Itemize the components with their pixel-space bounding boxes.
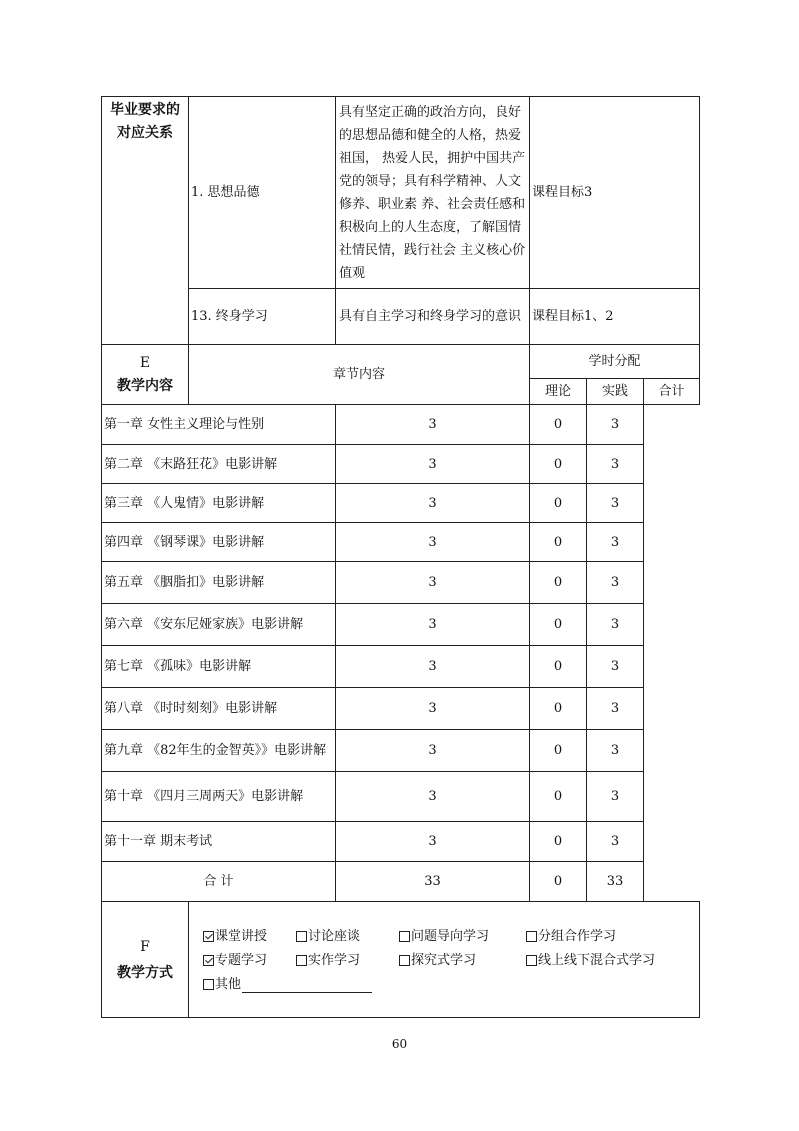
chapter-practice-hours: 0 <box>530 688 587 730</box>
chapter-practice-hours: 0 <box>530 484 587 523</box>
method-label: 讨论座谈 <box>308 928 361 944</box>
chapter-row <box>102 730 700 772</box>
hours-column-header: 学时分配 <box>530 345 700 379</box>
chapter-title: 第九章 《82年生的金智英》》电影讲解 <box>102 730 336 772</box>
chapter-title: 第五章 《胭脂扣》电影讲解 <box>102 562 336 604</box>
section-e-title: 教学内容 <box>117 377 173 394</box>
methods-row <box>102 902 700 1018</box>
method-option[interactable] <box>296 949 399 973</box>
chapter-row <box>102 688 700 730</box>
theory-column-header: 理论 <box>530 379 587 405</box>
method-option[interactable] <box>203 949 296 973</box>
course-syllabus-table <box>101 96 699 1018</box>
method-label: 问题导向学习 <box>411 928 490 944</box>
chapter-row <box>102 646 700 688</box>
course-target: 课程目标3 <box>530 97 700 289</box>
chapter-practice-hours: 0 <box>530 562 587 604</box>
chapter-theory-hours: 3 <box>336 484 530 523</box>
section-f-heading <box>102 902 189 1018</box>
method-option[interactable] <box>399 949 526 973</box>
checkbox-checked[interactable] <box>203 931 214 942</box>
course-target: 课程目标1、2 <box>530 289 700 345</box>
chapter-total-hours: 3 <box>587 822 644 862</box>
chapter-theory-hours: 3 <box>336 730 530 772</box>
method-label: 线上线下混合式学习 <box>538 952 656 968</box>
sum-theory: 33 <box>336 862 530 902</box>
chapter-practice-hours: 0 <box>530 730 587 772</box>
section-f-title: 教学方式 <box>117 964 173 981</box>
section-d-heading <box>102 97 189 345</box>
chapter-total-hours: 3 <box>587 562 644 604</box>
chapter-row <box>102 484 700 523</box>
chapter-total-hours: 3 <box>587 688 644 730</box>
chapter-practice-hours: 0 <box>530 523 587 562</box>
chapter-theory-hours: 3 <box>336 523 530 562</box>
chapter-total-hours: 3 <box>587 523 644 562</box>
chapter-row <box>102 772 700 822</box>
chapter-practice-hours: 0 <box>530 822 587 862</box>
chapter-row <box>102 822 700 862</box>
method-option[interactable] <box>203 925 296 949</box>
chapter-total-hours: 3 <box>587 772 644 822</box>
requirement-name: 13. 终身学习 <box>189 289 336 345</box>
chapter-theory-hours: 3 <box>336 822 530 862</box>
chapter-practice-hours: 0 <box>530 405 587 445</box>
chapter-total-hours: 3 <box>587 604 644 646</box>
chapter-title: 第十一章 期末考试 <box>102 822 336 862</box>
teaching-methods <box>189 902 700 1018</box>
method-label: 课堂讲授 <box>215 928 268 944</box>
method-label: 实作学习 <box>308 952 361 968</box>
chapter-column-header: 章节内容 <box>189 345 530 405</box>
chapter-total-hours: 3 <box>587 730 644 772</box>
chapter-practice-hours: 0 <box>530 772 587 822</box>
chapter-title: 第四章 《钢琴课》电影讲解 <box>102 523 336 562</box>
chapter-theory-hours: 3 <box>336 604 530 646</box>
method-option[interactable] <box>296 925 399 949</box>
methods-line-2 <box>203 949 699 973</box>
chapter-total-hours: 3 <box>587 484 644 523</box>
chapter-row <box>102 604 700 646</box>
methods-line-1 <box>203 925 699 949</box>
content-header-row <box>102 345 700 379</box>
checkbox-other[interactable] <box>203 979 214 990</box>
chapter-title: 第三章 《人鬼情》电影讲解 <box>102 484 336 523</box>
chapter-practice-hours: 0 <box>530 604 587 646</box>
section-e-heading <box>102 345 189 405</box>
chapter-row <box>102 562 700 604</box>
requirement-name: 1. 思想品德 <box>189 97 336 289</box>
checkbox-unchecked[interactable] <box>296 955 307 966</box>
method-option[interactable] <box>526 949 655 973</box>
requirement-description: 具有坚定正确的政治方向，良好的思想品德和健全的人格，热爱祖国， 热爱人民，拥护中国共产党的领导；具有科学精神、人文修养、职业素 养、社会责任感和积极向上的人生态度，了解国情社情民情，践行社会 主义核心价值观 <box>336 97 530 289</box>
sum-total: 33 <box>587 862 644 902</box>
checkbox-unchecked[interactable] <box>296 931 307 942</box>
chapter-row <box>102 445 700 484</box>
chapter-title: 第六章 《安东尼娅家族》电影讲解 <box>102 604 336 646</box>
method-option[interactable] <box>526 925 616 949</box>
requirement-row <box>102 289 700 345</box>
checkbox-checked[interactable] <box>203 955 214 966</box>
practice-column-header: 实践 <box>587 379 644 405</box>
total-column-header: 合计 <box>644 379 700 405</box>
chapter-practice-hours: 0 <box>530 445 587 484</box>
checkbox-unchecked[interactable] <box>526 931 537 942</box>
section-d-heading-line1: 毕业要求的 <box>110 102 180 118</box>
sum-label: 合 计 <box>102 862 336 902</box>
chapter-total-hours: 3 <box>587 445 644 484</box>
section-e-letter: E <box>139 354 151 371</box>
checkbox-unchecked[interactable] <box>399 931 410 942</box>
chapter-theory-hours: 3 <box>336 688 530 730</box>
chapter-title: 第七章 《孤味》电影讲解 <box>102 646 336 688</box>
chapter-theory-hours: 3 <box>336 646 530 688</box>
requirement-description: 具有自主学习和终身学习的意识 <box>336 289 530 345</box>
chapter-practice-hours: 0 <box>530 646 587 688</box>
chapter-row <box>102 405 700 445</box>
chapter-title: 第十章 《四月三周两天》电影讲解 <box>102 772 336 822</box>
chapter-total-hours: 3 <box>587 646 644 688</box>
method-option[interactable] <box>399 925 526 949</box>
chapter-theory-hours: 3 <box>336 405 530 445</box>
checkbox-unchecked[interactable] <box>526 955 537 966</box>
page-number: 60 <box>391 1037 408 1051</box>
chapter-theory-hours: 3 <box>336 562 530 604</box>
section-f-letter: F <box>140 938 150 955</box>
checkbox-unchecked[interactable] <box>399 955 410 966</box>
chapter-theory-hours: 3 <box>336 445 530 484</box>
sum-practice: 0 <box>530 862 587 902</box>
chapter-title: 第二章 《末路狂花》电影讲解 <box>102 445 336 484</box>
chapter-total-hours: 3 <box>587 405 644 445</box>
sum-row <box>102 862 700 902</box>
other-blank-line[interactable] <box>242 977 372 993</box>
chapter-title: 第一章 女性主义理论与性别 <box>102 405 336 445</box>
methods-line-3 <box>203 973 699 997</box>
chapter-theory-hours: 3 <box>336 772 530 822</box>
chapter-title: 第八章 《时时刻刻》电影讲解 <box>102 688 336 730</box>
method-label: 分组合作学习 <box>538 928 617 944</box>
method-label: 探究式学习 <box>411 952 477 968</box>
chapter-row <box>102 523 700 562</box>
requirement-row <box>102 97 700 289</box>
method-label: 专题学习 <box>215 952 268 968</box>
section-d-heading-line2: 对应关系 <box>117 125 173 141</box>
method-other-label: 其他 <box>215 976 242 992</box>
